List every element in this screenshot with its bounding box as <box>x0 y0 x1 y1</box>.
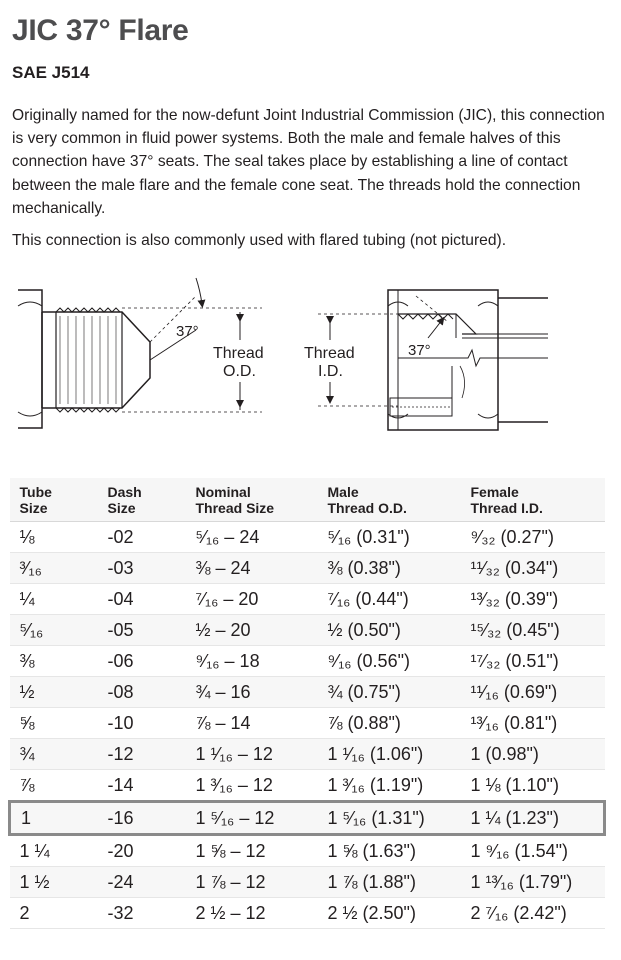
cell-tube-size: ⅛ <box>10 522 98 553</box>
cell-dash-size: -20 <box>98 835 186 867</box>
cell-nominal-thread: ⁹⁄₁₆ – 18 <box>186 646 318 677</box>
female-thread-label-line1: Thread <box>304 345 355 362</box>
cell-tube-size: 2 <box>10 898 98 929</box>
cell-tube-size: 1 ½ <box>10 867 98 898</box>
table-row <box>10 770 605 802</box>
cell-nominal-thread: ⅜ – 24 <box>186 553 318 584</box>
cell-male-od: ⅜ (0.38") <box>318 553 461 584</box>
table-row <box>10 739 605 770</box>
cell-dash-size: -32 <box>98 898 186 929</box>
cell-male-od: ½ (0.50") <box>318 615 461 646</box>
cell-female-id: 1 ¼ (1.23") <box>461 802 605 835</box>
cell-tube-size: ⁵⁄₁₆ <box>10 615 98 646</box>
cell-dash-size: -06 <box>98 646 186 677</box>
jic-fitting-diagram <box>0 270 621 445</box>
tubing-note-paragraph: This connection is also commonly used with flared tubing (not pictured). <box>12 232 507 249</box>
table-row <box>10 677 605 708</box>
cell-male-od: ⅞ (0.88") <box>318 708 461 739</box>
cell-nominal-thread: 1 ³⁄₁₆ – 12 <box>186 770 318 802</box>
cell-dash-size: -14 <box>98 770 186 802</box>
cell-tube-size: ¼ <box>10 584 98 615</box>
cell-female-id: 1 (0.98") <box>461 739 605 770</box>
cell-female-id: ¹³⁄₃₂ (0.39") <box>461 584 605 615</box>
table-row <box>10 553 605 584</box>
description-paragraph: Originally named for the now-defunt Joint Industrial Commission (JIC), this connection is very common in fluid power systems. Both the male and female halves of this connection have 37° seats. The seal takes place by establishing a line of contact between the male flare and the female cone seat. The threads hold the connection mechanically. <box>12 107 605 217</box>
table-row <box>10 584 605 615</box>
male-thread-label-line1: Thread <box>213 345 264 362</box>
table-row <box>10 867 605 898</box>
cell-dash-size: -24 <box>98 867 186 898</box>
female-thread-label-line2: I.D. <box>318 363 343 380</box>
cell-dash-size: -16 <box>98 802 186 835</box>
header-male-thread-od: Male Thread O.D. <box>318 478 461 522</box>
page-title: JIC 37° Flare <box>12 14 189 47</box>
cell-female-id: ¹¹⁄₃₂ (0.34") <box>461 553 605 584</box>
cell-tube-size: ⅜ <box>10 646 98 677</box>
female-angle-label: 37° <box>408 342 431 359</box>
cell-nominal-thread: 1 ⅝ – 12 <box>186 835 318 867</box>
cell-male-od: 1 ³⁄₁₆ (1.19") <box>318 770 461 802</box>
cell-female-id: 2 ⁷⁄₁₆ (2.42") <box>461 898 605 929</box>
header-female-thread-id: Female Thread I.D. <box>461 478 605 522</box>
cell-female-id: 1 ⅛ (1.10") <box>461 770 605 802</box>
cell-dash-size: -08 <box>98 677 186 708</box>
cell-tube-size: ½ <box>10 677 98 708</box>
cell-male-od: ⁵⁄₁₆ (0.31") <box>318 522 461 553</box>
cell-dash-size: -12 <box>98 739 186 770</box>
table-row <box>10 708 605 739</box>
table-row <box>10 615 605 646</box>
male-thread-label-line2: O.D. <box>223 363 256 380</box>
cell-nominal-thread: ⅞ – 14 <box>186 708 318 739</box>
cell-nominal-thread: ¾ – 16 <box>186 677 318 708</box>
cell-tube-size: ¾ <box>10 739 98 770</box>
table-row <box>10 522 605 553</box>
cell-tube-size: 1 <box>10 802 98 835</box>
header-tube-size: Tube Size <box>10 478 98 522</box>
cell-male-od: ¾ (0.75") <box>318 677 461 708</box>
cell-tube-size: ⅞ <box>10 770 98 802</box>
cell-nominal-thread: 1 ¹⁄₁₆ – 12 <box>186 739 318 770</box>
highlighted-table-row <box>10 802 605 835</box>
cell-female-id: ⁹⁄₃₂ (0.27") <box>461 522 605 553</box>
cell-male-od: 2 ½ (2.50") <box>318 898 461 929</box>
cell-dash-size: -10 <box>98 708 186 739</box>
cell-dash-size: -04 <box>98 584 186 615</box>
thread-size-table <box>8 478 606 929</box>
cell-female-id: ¹¹⁄₁₆ (0.69") <box>461 677 605 708</box>
cell-nominal-thread: ½ – 20 <box>186 615 318 646</box>
table-row <box>10 835 605 867</box>
cell-male-od: 1 ⅞ (1.88") <box>318 867 461 898</box>
table-row <box>10 898 605 929</box>
cell-female-id: 1 ¹³⁄₁₆ (1.79") <box>461 867 605 898</box>
cell-female-id: ¹³⁄₁₆ (0.81") <box>461 708 605 739</box>
cell-dash-size: -05 <box>98 615 186 646</box>
table-row <box>10 646 605 677</box>
header-dash-size: Dash Size <box>98 478 186 522</box>
table-header-row <box>10 478 605 522</box>
cell-female-id: ¹⁷⁄₃₂ (0.51") <box>461 646 605 677</box>
cell-tube-size: ⅝ <box>10 708 98 739</box>
cell-nominal-thread: ⁵⁄₁₆ – 24 <box>186 522 318 553</box>
cell-male-od: ⁹⁄₁₆ (0.56") <box>318 646 461 677</box>
cell-male-od: 1 ¹⁄₁₆ (1.06") <box>318 739 461 770</box>
header-nominal-thread-size: Nominal Thread Size <box>186 478 318 522</box>
cell-tube-size: ³⁄₁₆ <box>10 553 98 584</box>
cell-dash-size: -02 <box>98 522 186 553</box>
cell-nominal-thread: 2 ½ – 12 <box>186 898 318 929</box>
cell-dash-size: -03 <box>98 553 186 584</box>
cell-female-id: ¹⁵⁄₃₂ (0.45") <box>461 615 605 646</box>
cell-male-od: 1 ⁵⁄₁₆ (1.31") <box>318 802 461 835</box>
cell-nominal-thread: 1 ⅞ – 12 <box>186 867 318 898</box>
cell-nominal-thread: ⁷⁄₁₆ – 20 <box>186 584 318 615</box>
standard-subtitle: SAE J514 <box>12 63 90 82</box>
cell-female-id: 1 ⁹⁄₁₆ (1.54") <box>461 835 605 867</box>
male-angle-label: 37° <box>176 323 199 340</box>
cell-nominal-thread: 1 ⁵⁄₁₆ – 12 <box>186 802 318 835</box>
cell-male-od: 1 ⅝ (1.63") <box>318 835 461 867</box>
cell-tube-size: 1 ¼ <box>10 835 98 867</box>
cell-male-od: ⁷⁄₁₆ (0.44") <box>318 584 461 615</box>
